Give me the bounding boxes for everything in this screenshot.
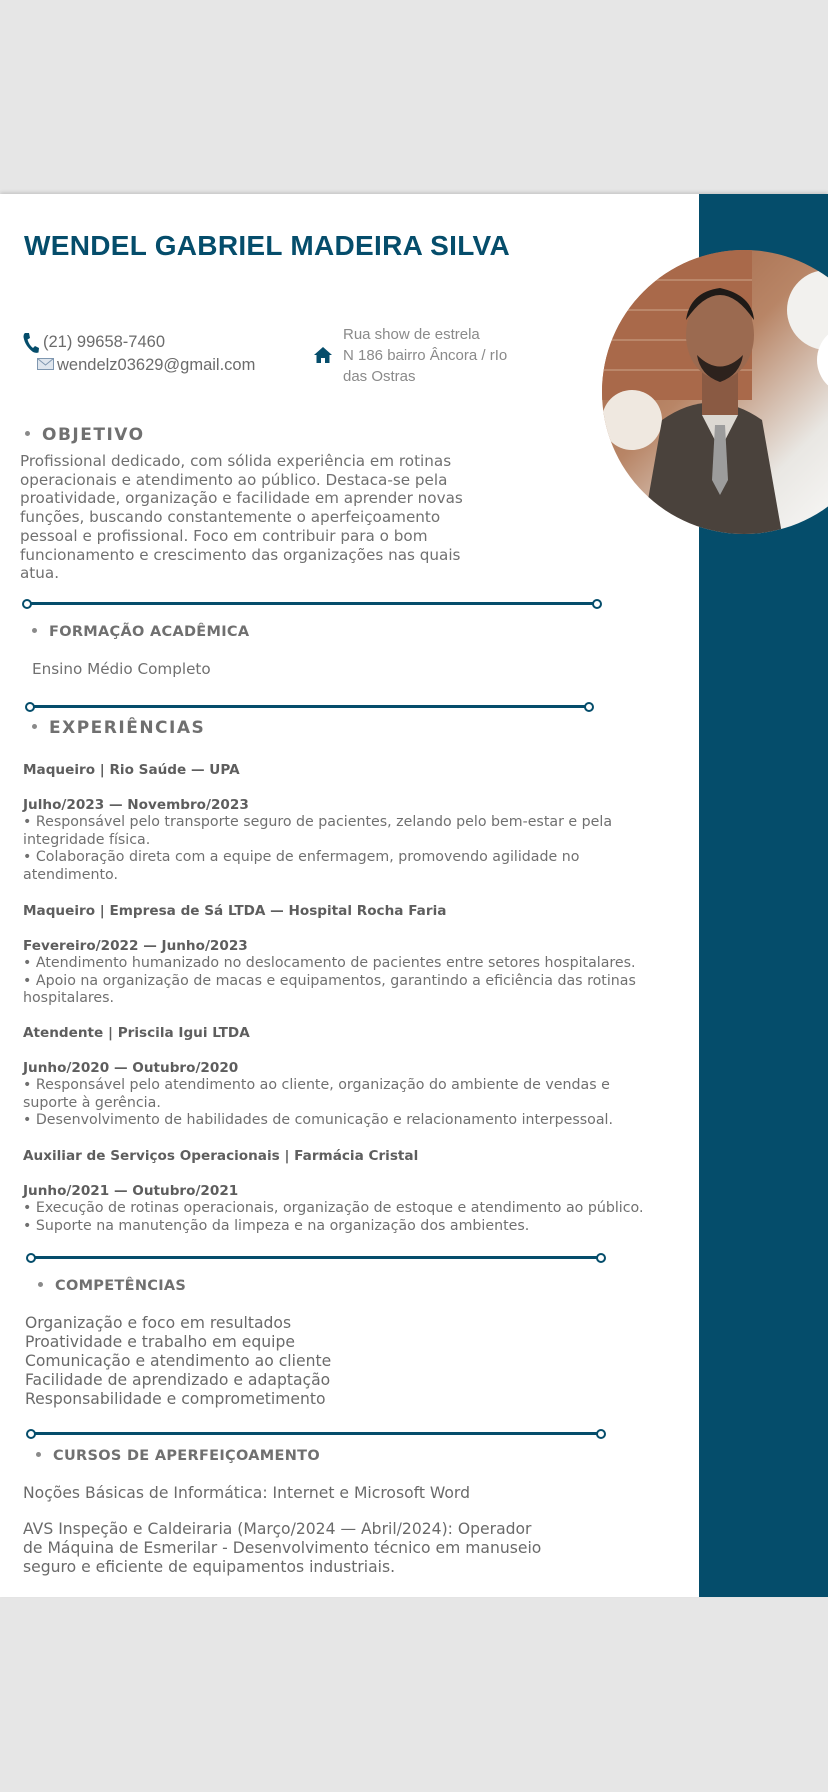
job-period: Junho/2020 — Outubro/2020 — [23, 1060, 239, 1076]
job-description — [23, 955, 723, 1008]
job-description — [23, 814, 703, 884]
objective-line: operacionais e atendimento ao público. Destaca-se pela — [20, 470, 448, 489]
skills-list — [25, 1314, 331, 1409]
skill-item: Facilidade de aprendizado e adaptação — [25, 1371, 331, 1389]
job-line: atendimento. — [23, 866, 118, 883]
objective-line: atua. — [20, 564, 60, 583]
objective-line: Profissional dedicado, com sólida experiência em rotinas — [20, 452, 452, 470]
resume-page — [0, 194, 828, 1597]
objective-line: proatividade, organização e facilidade em aprender novas — [20, 489, 463, 508]
divider — [28, 705, 591, 708]
job-role: Auxiliar de Serviços Operacionais | Farmácia Cristal — [23, 1148, 419, 1164]
objective-line: funcionamento e crescimento das organizações nas quais — [20, 545, 461, 564]
job-line: • Apoio na organização de macas e equipamentos, garantindo a eficiência das rotinas — [23, 972, 636, 989]
divider — [29, 1432, 603, 1435]
education-item: Ensino Médio Completo — [32, 660, 211, 678]
bullet-icon — [38, 1282, 43, 1287]
job-line: integridade física. — [23, 831, 151, 848]
divider — [29, 1256, 603, 1259]
job-role: Atendente | Priscila Igui LTDA — [23, 1025, 250, 1041]
home-icon — [314, 347, 332, 363]
job-line: hospitalares. — [23, 990, 115, 1007]
course-line: de Máquina de Esmerilar - Desenvolvimento técnico em manuseio — [23, 1539, 542, 1557]
job-line: suporte à gerência. — [23, 1094, 161, 1111]
envelope-icon — [37, 358, 54, 370]
address-line: Rua show de estrela — [343, 326, 480, 343]
job-period: Julho/2023 — Novembro/2023 — [23, 797, 249, 813]
job-line: • Responsável pelo transporte seguro de pacientes, zelando pelo bem-estar e pela — [23, 814, 613, 830]
candidate-name: WENDEL GABRIEL MADEIRA SILVA — [24, 230, 510, 261]
job-period: Fevereiro/2022 — Junho/2023 — [23, 938, 248, 954]
skill-item: Proatividade e trabalho em equipe — [25, 1333, 295, 1351]
course-line: seguro e eficiente de equipamentos industriais. — [23, 1558, 396, 1576]
email-address: wendelz03629@gmail.com — [57, 356, 256, 374]
job-line: • Desenvolvimento de habilidades de comunicação e relacionamento interpessoal. — [23, 1112, 613, 1129]
bullet-icon — [32, 724, 37, 729]
address-line: das Ostras — [343, 368, 416, 385]
job-description — [23, 1077, 703, 1130]
section-heading-objective: OBJETIVO — [25, 425, 145, 445]
objective-line: pessoal e profissional. Foco em contribuir para o bom — [20, 526, 428, 545]
job-role: Maqueiro | Empresa de Sá LTDA — Hospital Rocha Faria — [23, 903, 447, 919]
bullet-icon — [32, 628, 37, 633]
address — [343, 324, 507, 387]
skill-item: Responsabilidade e comprometimento — [25, 1390, 326, 1408]
section-heading-skills: COMPETÊNCIAS — [38, 1278, 186, 1294]
course-line: AVS Inspeção e Caldeiraria (Março/2024 — Abril/2024): Operador — [23, 1520, 532, 1538]
address-line: N 186 bairro Âncora / rIo — [343, 347, 508, 364]
divider — [25, 602, 599, 605]
job-line: • Colaboração direta com a equipe de enfermagem, promovendo agilidade no — [23, 849, 580, 866]
section-heading-courses: CURSOS DE APERFEIÇOAMENTO — [36, 1448, 320, 1464]
objective-text — [20, 452, 560, 583]
section-heading-experience: EXPERIÊNCIAS — [32, 718, 205, 738]
job-role: Maqueiro | Rio Saúde — UPA — [23, 762, 240, 778]
job-line: • Suporte na manutenção da limpeza e na organização dos ambientes. — [23, 1217, 530, 1234]
course-item — [23, 1520, 541, 1577]
section-heading-education: FORMAÇÃO ACADÊMICA — [32, 624, 249, 640]
objective-line: funções, buscando constantemente o aperfeiçoamento — [20, 508, 441, 527]
phone-number: (21) 99658-7460 — [43, 333, 166, 351]
bullet-icon — [25, 431, 30, 436]
job-description — [23, 1200, 723, 1235]
job-line: • Responsável pelo atendimento ao cliente, organização do ambiente de vendas e — [23, 1077, 610, 1093]
job-line: • Execução de rotinas operacionais, organização de estoque e atendimento ao público. — [23, 1200, 644, 1216]
job-period: Junho/2021 — Outubro/2021 — [23, 1183, 239, 1199]
bullet-icon — [36, 1452, 41, 1457]
profile-photo — [602, 250, 828, 534]
job-line: • Atendimento humanizado no deslocamento de pacientes entre setores hospitalares. — [23, 955, 636, 971]
phone-icon — [22, 332, 40, 354]
course-item: Noções Básicas de Informática: Internet e Microsoft Word — [23, 1484, 470, 1502]
skill-item: Comunicação e atendimento ao cliente — [25, 1352, 332, 1370]
skill-item: Organização e foco em resultados — [25, 1314, 292, 1332]
